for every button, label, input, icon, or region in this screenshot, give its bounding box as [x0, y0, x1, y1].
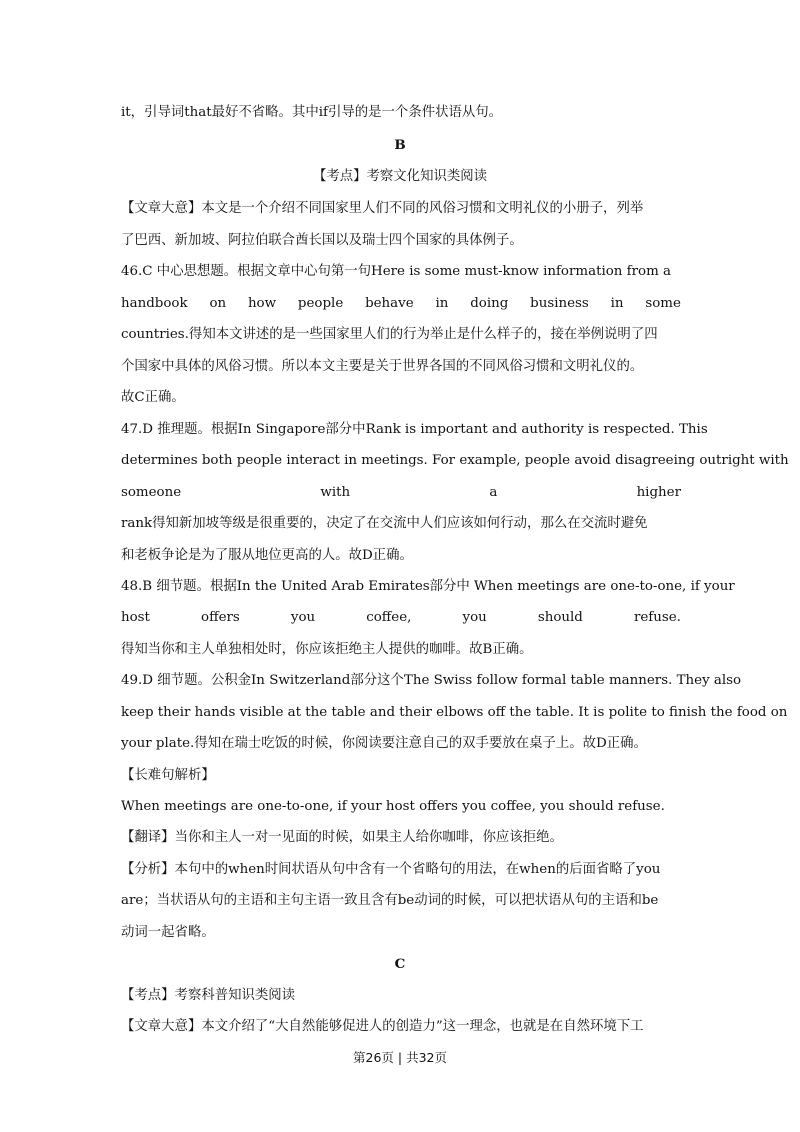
text-line: 49.D 细节题。公积金In Switzerland部分这个The Swiss follow formal table manners. They also — [121, 673, 742, 688]
word: you — [462, 610, 487, 625]
word: you — [290, 610, 316, 625]
section-heading-b: B — [394, 137, 406, 153]
text-line: 和老板争论是为了服从地位更高的人。故D正确。 — [121, 548, 413, 563]
text-line: 【翻译】当你和主人一对一见面的时候，如果主人给你咖啡，你应该拒绝。 — [121, 830, 563, 845]
text-line: 故C正确。 — [121, 390, 185, 405]
word: someone — [121, 485, 182, 500]
word: how — [247, 296, 277, 311]
text-line: 【考点】考察文化知识类阅读 — [312, 169, 488, 184]
word: host — [121, 610, 150, 625]
text-line: 个国家中具体的风俗习惯。所以本文主要是关于世界各国的不同风俗习惯和文明礼仪的。 — [121, 359, 644, 374]
text-line: keep their hands visible at the table and their elbows off the table. It is polite to finish the food on — [121, 705, 788, 720]
text-line: 【文章大意】本文介绍了“大自然能够促进人的创造力”这一理念，也就是在自然环境下工 — [121, 1019, 644, 1034]
word: doing — [470, 296, 509, 311]
word: with — [320, 485, 351, 500]
section-heading-c: C — [394, 956, 406, 972]
justified-line — [121, 294, 681, 314]
text-line: 【分析】本句中的when时间状语从句中含有一个省略句的用法，在when的后面省略了you — [121, 862, 661, 877]
word: business — [530, 296, 589, 311]
page-footer: 第26页 | 共32页 — [353, 1050, 447, 1065]
word: on — [209, 296, 227, 311]
text-line: are；当状语从句的主语和主句主语一致且含有be动词的时候，可以把状语从句的主语和be — [121, 893, 659, 908]
word: handbook — [121, 296, 188, 311]
text-line: your plate.得知在瑞士吃饭的时候，你阅读要注意自己的双手要放在桌子上。故D正确。 — [121, 736, 647, 751]
justified-line — [121, 608, 681, 628]
text-line: 46.C 中心思想题。根据文章中心句第一句Here is some must-know information from a — [121, 264, 672, 279]
word: some — [645, 296, 681, 311]
word: in — [610, 296, 624, 311]
text-line: 了巴西、新加坡、阿拉伯联合酋长国以及瑞士四个国家的具体例子。 — [121, 233, 523, 248]
word: in — [435, 296, 449, 311]
text-line: 得知当你和主人单独相处时，你应该拒绝主人提供的咖啡。故B正确。 — [121, 642, 533, 657]
text-line: 【考点】考察科普知识类阅读 — [121, 988, 296, 1003]
word: behave — [365, 296, 414, 311]
text-line: 【长难句解析】 — [121, 768, 215, 783]
word: should — [537, 610, 583, 625]
justified-line — [121, 483, 681, 503]
word: people — [297, 296, 344, 311]
word: offers — [201, 610, 240, 625]
text-line: determines both people interact in meetings. For example, people avoid disagreeing outright with — [121, 453, 789, 468]
text-line: 47.D 推理题。根据In Singapore部分中Rank is important and authority is respected. This — [121, 422, 708, 437]
word: a — [489, 485, 498, 500]
text-line: When meetings are one-to-one, if your host offers you coffee, you should refuse. — [121, 799, 665, 814]
text-line: 48.B 细节题。根据In the United Arab Emirates部分中 When meetings are one-to-one, if your — [121, 579, 735, 594]
text-line: countries.得知本文讲述的是一些国家里人们的行为举止是什么样子的，接在举例说明了四 — [121, 327, 658, 342]
text-line: it，引导词that最好不省略。其中if引导的是一个条件状语从句。 — [121, 105, 503, 120]
text-line: 【文章大意】本文是一个介绍不同国家里人们不同的风俗习惯和文明礼仪的小册子，列举 — [121, 201, 644, 216]
text-line: rank得知新加坡等级是很重要的，决定了在交流中人们应该如何行动，那么在交流时避免 — [121, 516, 648, 531]
word: coffee, — [366, 610, 412, 625]
word: higher — [636, 485, 681, 500]
word: refuse. — [633, 610, 681, 625]
text-line: 动词一起省略。 — [121, 925, 215, 940]
